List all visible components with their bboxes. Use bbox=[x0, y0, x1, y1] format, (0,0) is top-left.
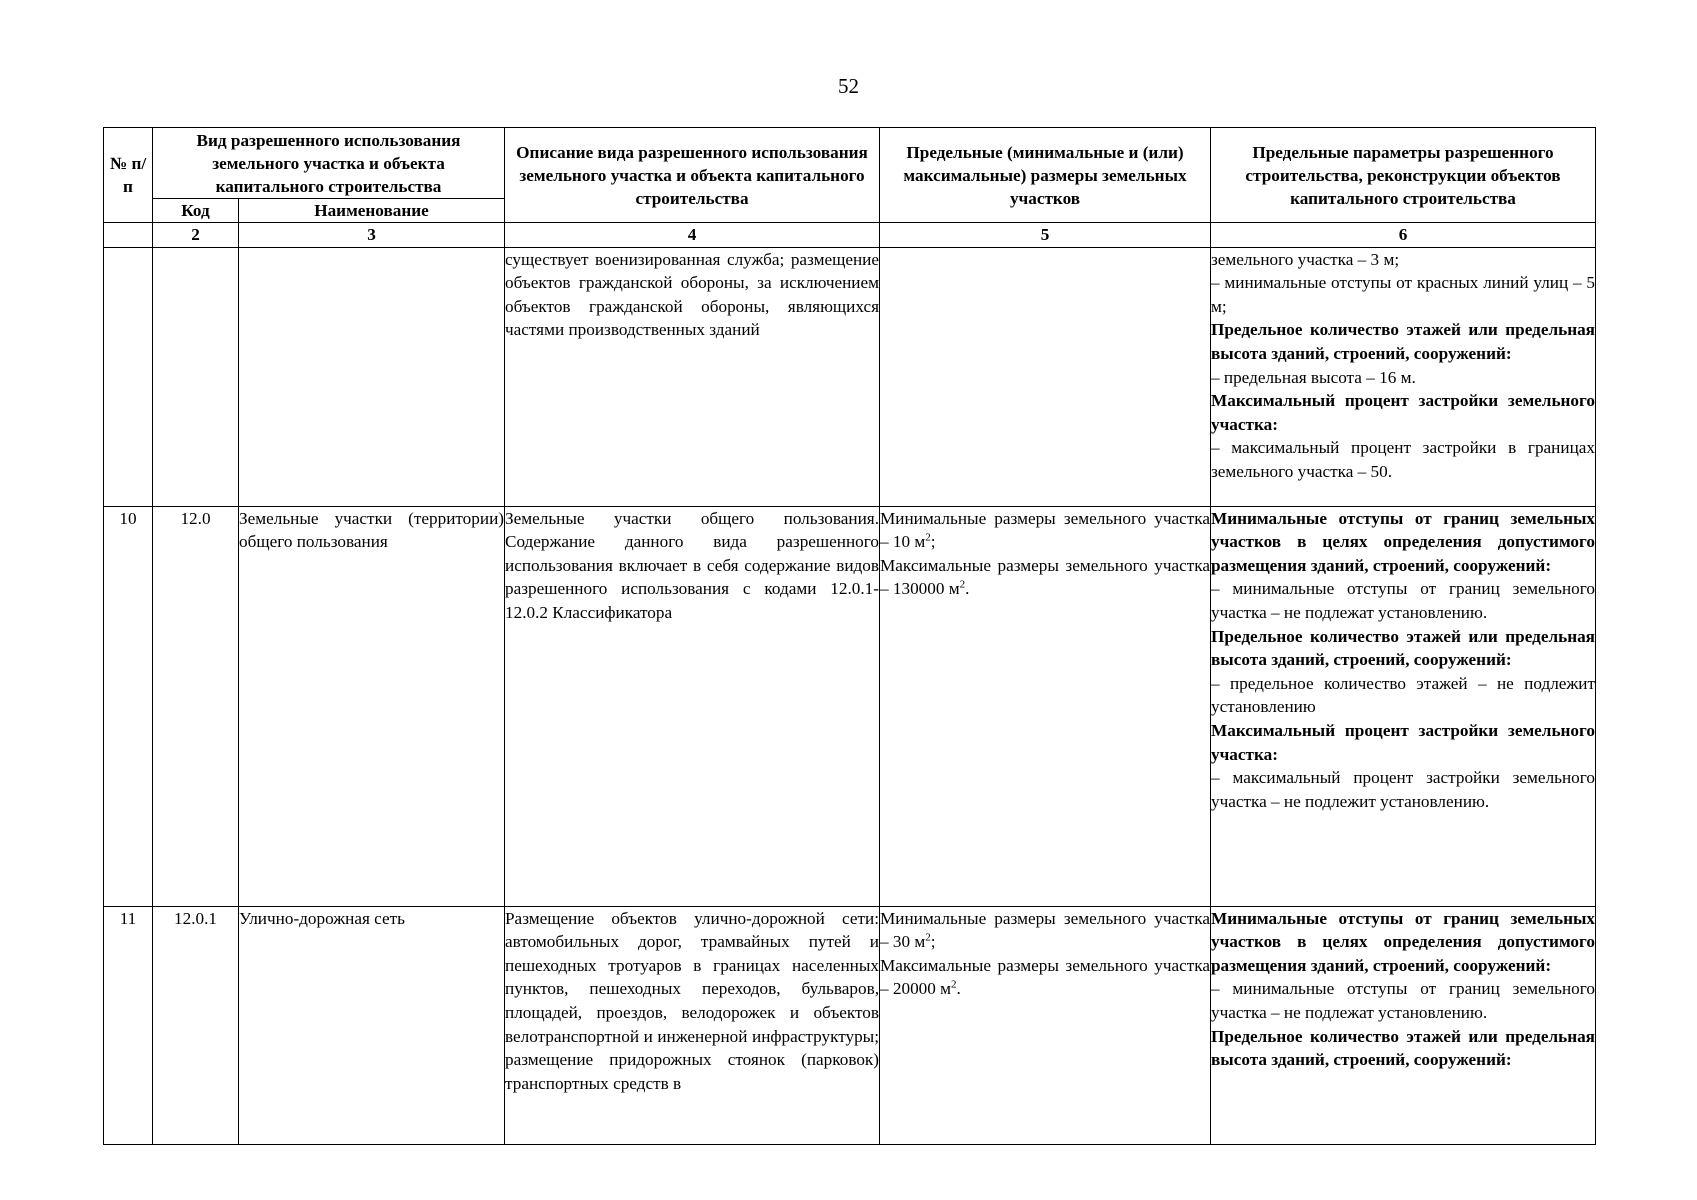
column-number-row bbox=[104, 223, 1596, 248]
param-heading: Максимальный процент застройки земельного участка: bbox=[1211, 720, 1595, 764]
row-name: Улично-дорожная сеть bbox=[239, 906, 505, 1144]
header-row bbox=[104, 128, 1596, 199]
row-name: Земельные участки (территории) общего пользования bbox=[239, 506, 505, 906]
param-text: – минимальные отступы от красных линий улиц – 5 м; bbox=[1211, 273, 1595, 316]
description-text: существует военизированная служба; размещение объектов гражданской обороны, за исключением объектов гражданской обороны, являющихся частями производственных зданий bbox=[505, 249, 879, 340]
param-heading: Предельное количество этажей или предельная высота зданий, строений, сооружений: bbox=[1211, 626, 1595, 670]
row-num: 11 bbox=[104, 906, 153, 1144]
table-row bbox=[104, 247, 1596, 506]
row-params bbox=[1211, 247, 1596, 506]
row-sizes bbox=[880, 247, 1211, 506]
column-number: 3 bbox=[239, 223, 505, 248]
description-text: Земельные участки общего пользования. Содержание данного вида разрешенного использования включает в себя содержание видов разрешенного использования с кодами 12.0.1-12.0.2 Классификатора bbox=[505, 508, 879, 622]
param-text: – максимальный процент застройки земельного участка – не подлежит установлению. bbox=[1211, 768, 1595, 811]
header-plot-sizes: Предельные (минимальные и (или) максимальные) размеры земельных участков bbox=[880, 128, 1211, 223]
min-size: Минимальные размеры земельного участка – 30 $м^2$; bbox=[880, 908, 1210, 952]
row-num bbox=[104, 247, 153, 506]
header-construction-params: Предельные параметры разрешенного строительства, реконструкции объектов капитального строительства bbox=[1211, 128, 1596, 223]
param-text: – предельное количество этажей – не подлежит установлению bbox=[1211, 673, 1595, 717]
column-number: 6 bbox=[1211, 223, 1596, 248]
column-number: 4 bbox=[505, 223, 880, 248]
row-sizes bbox=[880, 506, 1211, 906]
row-description bbox=[505, 247, 880, 506]
column-number: 2 bbox=[153, 223, 239, 248]
param-text: – предельная высота – 16 м. bbox=[1211, 367, 1416, 387]
param-text: – минимальные отступы от границ земельного участка – не подлежат установлению. bbox=[1211, 579, 1595, 622]
description-text: Размещение объектов улично-дорожной сети: автомобильных дорог, трамвайных путей и пешеходных тротуаров в границах населенных пунктов, пешеходных переходов, бульваров, площадей, проездов, велодорожек и объектов велотранспортной и инженерной инфраструктуры; размещение придорожных стоянок (парковок) транспортных средств в bbox=[505, 908, 879, 1093]
page-number: 52 bbox=[838, 74, 859, 98]
column-number bbox=[104, 223, 153, 248]
param-heading: Минимальные отступы от границ земельных участков в целях определения допустимого размещения зданий, строений, сооружений: bbox=[1211, 508, 1595, 575]
param-text: земельного участка – 3 м; bbox=[1211, 249, 1400, 269]
param-heading: Предельное количество этажей или предельная высота зданий, строений, сооружений: bbox=[1211, 1026, 1595, 1070]
row-num: 10 bbox=[104, 506, 153, 906]
row-code: 12.0.1 bbox=[153, 906, 239, 1144]
row-code bbox=[153, 247, 239, 506]
header-use-type-group: Вид разрешенного использования земельного участка и объекта капитального строительства bbox=[153, 128, 505, 199]
param-heading: Предельное количество этажей или предельная высота зданий, строений, сооружений: bbox=[1211, 320, 1595, 363]
param-text: – минимальные отступы от границ земельного участка – не подлежат установлению. bbox=[1211, 979, 1595, 1022]
column-number: 5 bbox=[880, 223, 1211, 248]
table-row bbox=[104, 506, 1596, 906]
row-params bbox=[1211, 906, 1596, 1144]
max-size: Максимальные размеры земельного участка – 20000 $м^2$. bbox=[880, 955, 1210, 999]
header-code: Код bbox=[153, 199, 239, 223]
row-sizes bbox=[880, 906, 1211, 1144]
param-text: – максимальный процент застройки в границах земельного участка – 50. bbox=[1211, 438, 1595, 481]
min-size: Минимальные размеры земельного участка – 10 $м^2$; bbox=[880, 508, 1210, 552]
row-description bbox=[505, 906, 880, 1144]
table-row bbox=[104, 906, 1596, 1144]
land-use-table bbox=[103, 127, 1596, 1145]
row-description bbox=[505, 506, 880, 906]
max-size: Максимальные размеры земельного участка – 130000 $м^2$. bbox=[880, 555, 1210, 599]
param-heading: Максимальный процент застройки земельного участка: bbox=[1211, 391, 1595, 434]
row-code: 12.0 bbox=[153, 506, 239, 906]
row-params bbox=[1211, 506, 1596, 906]
param-heading: Минимальные отступы от границ земельных участков в целях определения допустимого размещения зданий, строений, сооружений: bbox=[1211, 908, 1595, 975]
header-num: № п/п bbox=[104, 128, 153, 223]
header-name: Наименование bbox=[239, 199, 505, 223]
row-name bbox=[239, 247, 505, 506]
header-description: Описание вида разрешенного использования земельного участка и объекта капитального строительства bbox=[505, 128, 880, 223]
